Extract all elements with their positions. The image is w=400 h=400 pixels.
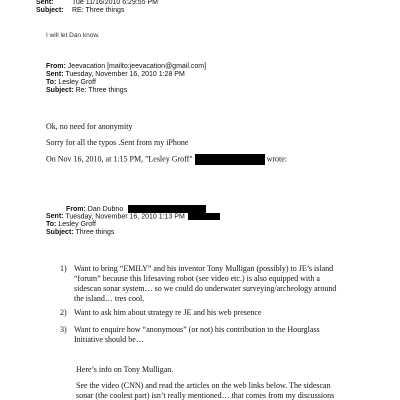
list-item-line: Want to enquire how “anonymous” (or not) his contribution to the Hourglass: [74, 325, 320, 334]
to-label: To:: [46, 221, 57, 228]
msg2-line1: Ok, no need for anonymity: [46, 122, 133, 131]
msg2-from-row: [46, 63, 206, 71]
subject-value: Re: Three things: [75, 87, 128, 94]
to-value: Lesley Groff: [58, 79, 96, 86]
msg1-body: I will let Dan know.: [46, 32, 100, 39]
list-item-line: sidescan sonar system… so we could do underwater surveying/archeology around: [74, 284, 337, 293]
subject-label: Subject:: [46, 87, 74, 94]
msg1-sent-row: [36, 0, 158, 7]
msg2-subject-row: [46, 87, 127, 95]
list-item-line: Want to ask him about strategy re JE and his web presence: [74, 308, 262, 317]
redaction-box: [128, 205, 206, 213]
msg3-subject-row: [46, 229, 114, 237]
redaction-box: [188, 213, 220, 220]
quote-suffix: wrote:: [266, 154, 288, 164]
list-item-line: Want to bring “EMILY” and his inventor Tony Mulligan (possibly) to JE’s island: [74, 264, 334, 273]
subject-label: Subject:: [36, 7, 64, 14]
from-value: Jeevacation [mailto:jeevacation@gmail.com]: [67, 63, 207, 70]
paragraph: [76, 381, 334, 400]
list-item-line: the island… tres cool.: [74, 294, 145, 303]
quote-prefix: On Nov 16, 2010, at 1:15 PM, "Lesley Groff": [46, 154, 193, 164]
sent-label: Sent:: [46, 213, 64, 221]
to-value: Lesley Groff: [58, 221, 96, 228]
msg2-line2: Sorry for all the typos .Sent from my iPhone: [46, 138, 189, 147]
sent-value: Tuesday, November 16, 2010 1:13 PM: [65, 213, 185, 221]
msg3-to-row: [46, 221, 96, 229]
sent-label: Sent:: [46, 71, 64, 78]
sent-value: Tuesday, November 16, 2010 1:28 PM: [65, 71, 185, 78]
list-item: [60, 264, 390, 303]
subject-value: Three things: [75, 229, 115, 236]
paragraph-line: sonar (the coolest part) isn’t really mentioned… that comes from my discussions: [76, 391, 335, 400]
info-line: Here’s info on Tony Mulligan.: [76, 365, 174, 374]
sent-label: Sent:: [36, 0, 54, 6]
msg2-to-row: [46, 79, 96, 87]
to-label: To:: [46, 79, 57, 86]
list-item-line: Initiative should be…: [74, 335, 144, 344]
subject-label: Subject:: [46, 229, 74, 236]
paragraph-line: See the video (CNN) and read the articles on the web links below. The sidescan: [76, 381, 331, 390]
redaction-box: [195, 154, 265, 165]
list-item-number: 1): [60, 264, 67, 273]
from-label: From:: [66, 205, 86, 213]
list-item: [60, 308, 390, 318]
msg2-quote-line: [46, 154, 287, 165]
msg2-sent-row: [46, 71, 185, 79]
msg1-subject-row: [36, 7, 124, 15]
subject-value: RE: Three things: [72, 7, 125, 14]
list-item-number: 3): [60, 325, 67, 334]
list-item-number: 2): [60, 308, 67, 317]
from-value: Dan Dubno: [87, 205, 124, 213]
from-label: From:: [46, 63, 66, 70]
list-item: [60, 325, 390, 344]
list-item-line: “forum” because this lifesaving robot (see video etc.) is also equipped with a: [74, 274, 320, 283]
sent-value: Tue 11/16/2010 6:29:55 PM: [72, 0, 159, 6]
